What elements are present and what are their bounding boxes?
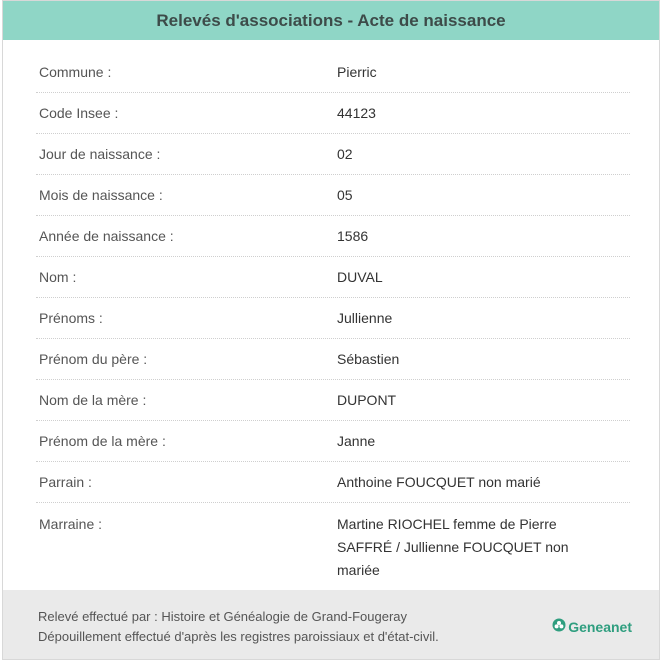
record-row-parrain (36, 462, 630, 503)
record-row-jour (36, 134, 630, 175)
field-value: DUPONT (337, 391, 397, 408)
field-value: Sébastien (337, 350, 400, 367)
field-label: Prénoms : (39, 310, 103, 326)
geneanet-logo[interactable] (552, 617, 632, 637)
record-row-nom-mere (36, 380, 630, 421)
card-footer (3, 590, 659, 659)
record-card (2, 0, 660, 660)
field-value: Martine RIOCHEL femme de Pierre SAFFRÉ / Jullienne FOUCQUET non mariée (337, 516, 569, 578)
field-label: Code Insee : (39, 105, 119, 121)
record-row-prenom-pere (36, 339, 630, 380)
page-title: Relevés d'associations - Acte de naissance (156, 10, 506, 30)
field-value: Anthoine FOUCQUET non marié (337, 473, 541, 490)
field-label: Année de naissance : (39, 228, 174, 244)
field-value: Pierric (337, 63, 377, 80)
field-value: 02 (337, 145, 353, 162)
field-label: Jour de naissance : (39, 146, 161, 162)
field-label: Mois de naissance : (39, 187, 163, 203)
card-header (3, 1, 659, 40)
field-value: DUVAL (337, 268, 383, 285)
record-row-code-insee (36, 93, 630, 134)
field-value: Jullienne (337, 309, 393, 326)
field-value: 44123 (337, 104, 376, 121)
field-label: Prénom du père : (39, 351, 148, 367)
geneanet-logo-icon (552, 617, 568, 637)
record-row-prenoms (36, 298, 630, 339)
field-label: Nom : (39, 269, 77, 285)
footer-credit: Relevé effectué par : Histoire et Généalogie de Grand-Fougeray (38, 609, 408, 624)
record-row-nom (36, 257, 630, 298)
field-label: Parrain : (39, 474, 92, 490)
field-label: Nom de la mère : (39, 392, 147, 408)
record-row-prenom-mere (36, 421, 630, 462)
logo-text: Geneanet (568, 619, 632, 635)
record-row-marraine (36, 503, 630, 582)
record-table (36, 52, 630, 582)
field-value: 1586 (337, 227, 369, 244)
field-value: Janne (337, 432, 376, 449)
record-row-annee (36, 216, 630, 257)
field-label: Prénom de la mère : (39, 433, 166, 449)
record-row-commune (36, 52, 630, 93)
field-label: Commune : (39, 64, 112, 80)
footer-source: Dépouillement effectué d'après les registres paroissiaux et d'état-civil. (38, 629, 439, 644)
field-value: 05 (337, 186, 353, 203)
field-label: Marraine : (39, 516, 103, 532)
record-row-mois (36, 175, 630, 216)
